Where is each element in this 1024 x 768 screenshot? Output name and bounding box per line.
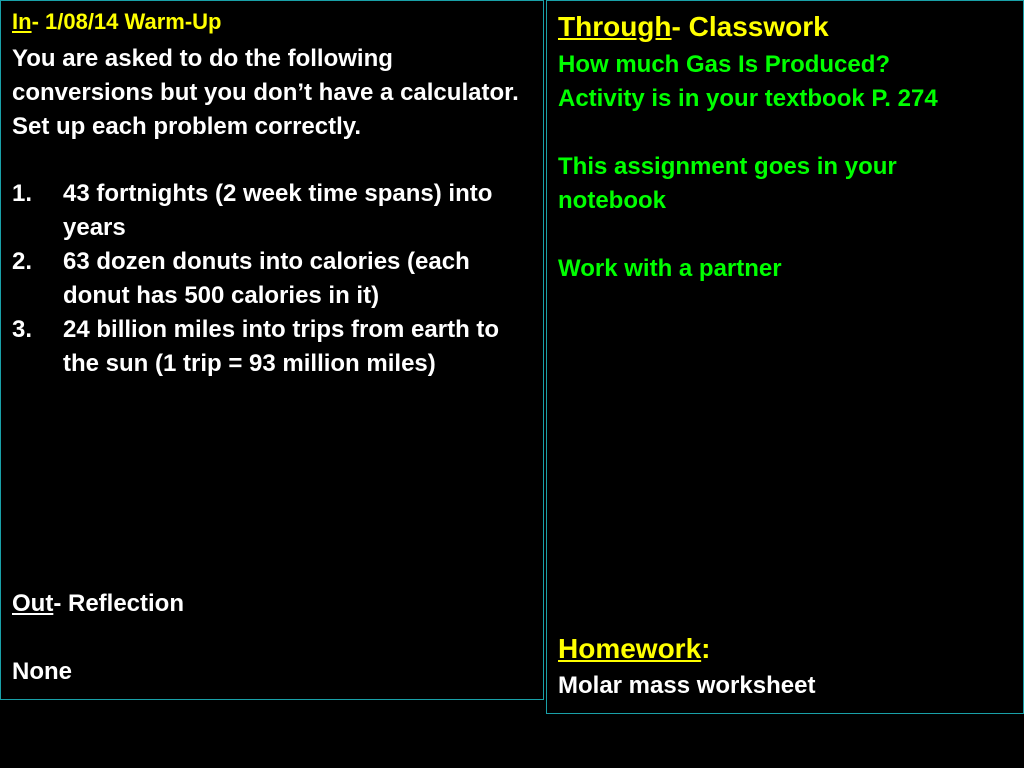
reflection-body: None xyxy=(12,658,72,685)
partner-note: Work with a partner xyxy=(558,255,782,282)
assignment-note-line-2: notebook xyxy=(558,187,666,214)
in-label: In xyxy=(12,9,32,34)
activity-location: Activity is in your textbook P. 274 xyxy=(558,85,938,112)
problem-item xyxy=(12,313,537,381)
assignment-note-line-1: This assignment goes in your xyxy=(558,153,897,180)
problem-item xyxy=(12,245,537,313)
classwork-heading xyxy=(558,10,829,44)
conversion-problem-list xyxy=(12,177,537,381)
classwork-title: - Classwork xyxy=(671,11,829,42)
problem-number: 2. xyxy=(12,248,33,275)
classwork-panel xyxy=(546,0,1024,714)
out-label: Out xyxy=(12,590,54,617)
problem-text: 43 fortnights (2 week time spans) into years xyxy=(63,180,493,241)
homework-colon: : xyxy=(701,633,711,664)
reflection-title: - Reflection xyxy=(53,590,185,617)
homework-heading xyxy=(558,632,710,666)
homework-label: Homework xyxy=(558,633,702,664)
through-label: Through xyxy=(558,11,672,42)
out-heading xyxy=(12,587,184,621)
problem-number: 1. xyxy=(12,180,33,207)
problem-item xyxy=(12,177,537,245)
warm-up-panel xyxy=(0,0,544,700)
problem-text: 24 billion miles into trips from earth to the sun (1 trip = 93 million miles) xyxy=(63,316,500,377)
activity-title: How much Gas Is Produced? xyxy=(558,51,891,78)
homework-body: Molar mass worksheet xyxy=(558,672,816,699)
problem-text: 63 dozen donuts into calories (each donut has 500 calories in it) xyxy=(63,248,470,309)
warm-up-date-title: - 1/08/14 Warm-Up xyxy=(31,9,222,34)
problem-number: 3. xyxy=(12,316,33,343)
warm-up-instructions: You are asked to do the following conversions but you don’t have a calculator. Set up each problem correctly. xyxy=(12,45,519,140)
warm-up-heading xyxy=(12,9,221,35)
